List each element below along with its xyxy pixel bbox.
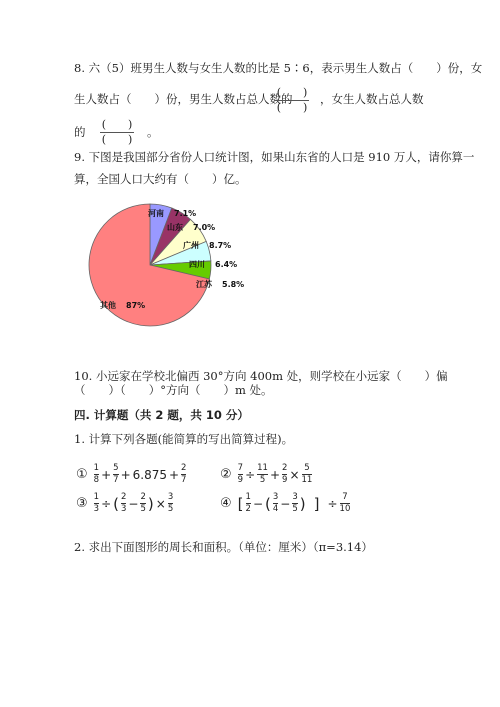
denominator: 10 xyxy=(339,504,351,514)
q8-line2a: 生人数占（ ）份，男生人数占总人数的 xyxy=(74,92,293,106)
q9-line2: 算，全国人口大约有（ ）亿。 xyxy=(74,172,247,186)
bracket: [ xyxy=(237,494,244,513)
numerator: 3 xyxy=(167,492,174,502)
population-pie-chart xyxy=(0,0,500,340)
pie-slice-value: 8.7% xyxy=(209,241,232,250)
numerator: 2 xyxy=(121,492,127,502)
pie-slice-label: 江苏 xyxy=(196,280,212,289)
pie-slice-value: 6.4% xyxy=(215,260,238,269)
q8-line3b: 。 xyxy=(147,125,159,139)
q8-line3a: 的 xyxy=(74,125,86,139)
denominator: 5 xyxy=(167,504,174,514)
fraction xyxy=(302,464,313,485)
fraction xyxy=(292,493,297,514)
fraction xyxy=(246,493,251,514)
q10-line1: 10. 小远家在学校北偏西 30°方向 400m 处，则学校在小远家（ ）偏 xyxy=(74,369,448,383)
numerator: 2 xyxy=(140,492,146,502)
operator: + xyxy=(101,467,112,482)
operator: × xyxy=(155,496,166,511)
operator: − xyxy=(128,496,139,511)
operator: + xyxy=(269,467,281,482)
paren: ) xyxy=(147,494,154,513)
expr-number: ② xyxy=(220,467,232,482)
expression-1 xyxy=(76,464,186,485)
q10-line2: （ ）（ ）°方向（ ）m 处。 xyxy=(74,383,273,397)
fraction xyxy=(94,464,99,485)
section4-q2: 2. 求出下面图形的周长和面积。（单位：厘米）（π=3.14） xyxy=(74,540,373,554)
numerator: 3 xyxy=(292,492,298,502)
numerator: 2 xyxy=(282,463,288,473)
pie-slice-label: 河南 xyxy=(148,209,164,218)
pie-slice-value: 87% xyxy=(126,301,146,310)
paren: ( xyxy=(265,494,271,513)
q9-line1: 9. 下图是我国部分省份人口统计图，如果山东省的人口是 910 万人，请你算一 xyxy=(74,150,475,164)
operator: + xyxy=(120,467,131,482)
expression-2 xyxy=(220,464,312,485)
numerator: 5 xyxy=(113,463,119,473)
denominator: 11 xyxy=(301,475,313,485)
section4-title: 四. 计算题（共 2 题，共 10 分） xyxy=(74,408,249,422)
pie-slice-value: 5.8% xyxy=(222,280,245,289)
fraction xyxy=(273,493,278,514)
denominator: 4 xyxy=(272,504,279,514)
fraction xyxy=(168,493,173,514)
fraction xyxy=(282,464,287,485)
q8-line2b: ，女生人数占总人数 xyxy=(320,92,424,106)
fraction xyxy=(113,464,118,485)
operator: × xyxy=(289,467,300,482)
denominator: 7 xyxy=(181,475,187,485)
numerator: 7 xyxy=(237,463,244,473)
bracket: ] xyxy=(313,494,320,513)
blank-numerator: ( ) xyxy=(101,118,133,131)
denominator: 7 xyxy=(113,475,119,485)
numerator: 11 xyxy=(257,463,268,473)
pie-slice-value: 7.1% xyxy=(174,209,197,218)
operator: ÷ xyxy=(101,496,112,511)
fraction xyxy=(94,493,99,514)
operator: − xyxy=(280,496,291,511)
paren: ( xyxy=(113,494,119,513)
denominator: 2 xyxy=(245,504,251,514)
fraction xyxy=(340,493,351,514)
fraction xyxy=(140,493,145,514)
numerator: 1 xyxy=(93,492,100,502)
denominator: 5 xyxy=(259,475,266,485)
expr-number: ④ xyxy=(220,496,232,511)
pie-slice-label: 山东 xyxy=(167,223,183,232)
expression-4 xyxy=(220,493,350,514)
decimal-number: 6.875 xyxy=(132,467,167,482)
q8-line1: 8. 六（5）班男生人数与女生人数的比是 5∶6，表示男生人数占（ ）份，女 xyxy=(74,61,483,75)
blank-denominator: ( ) xyxy=(276,101,308,114)
pie-slice-label: 其他 xyxy=(100,301,116,310)
fraction xyxy=(238,464,243,485)
denominator: 9 xyxy=(282,475,288,485)
paren: ) xyxy=(299,494,306,513)
pie-slice-label: 四川 xyxy=(189,260,205,269)
pie-slice-label: 广州 xyxy=(183,241,199,250)
operator: − xyxy=(252,496,263,511)
denominator: 5 xyxy=(140,504,146,514)
expr-number: ① xyxy=(76,467,88,482)
operator: ÷ xyxy=(327,496,338,511)
fraction xyxy=(121,493,126,514)
blank-denominator: ( ) xyxy=(101,133,133,146)
numerator: 1 xyxy=(245,492,251,502)
numerator: 2 xyxy=(181,463,187,473)
expression-3 xyxy=(76,493,173,514)
numerator: 1 xyxy=(93,463,100,473)
denominator: 8 xyxy=(93,475,100,485)
denominator: 9 xyxy=(237,475,244,485)
denominator: 5 xyxy=(292,504,298,514)
operator: ÷ xyxy=(245,467,256,482)
numerator: 7 xyxy=(342,492,348,502)
operator: + xyxy=(168,467,180,482)
blank-numerator: ( ) xyxy=(276,86,308,99)
denominator: 3 xyxy=(93,504,100,514)
numerator: 5 xyxy=(304,463,310,473)
section4-q1: 1. 计算下列各题(能简算的写出简算过程)。 xyxy=(74,432,294,446)
expr-number: ③ xyxy=(76,496,88,511)
fraction xyxy=(257,464,268,485)
fraction xyxy=(181,464,186,485)
numerator: 3 xyxy=(272,492,279,502)
denominator: 3 xyxy=(121,504,127,514)
pie-slice-value: 7.0% xyxy=(193,223,216,232)
